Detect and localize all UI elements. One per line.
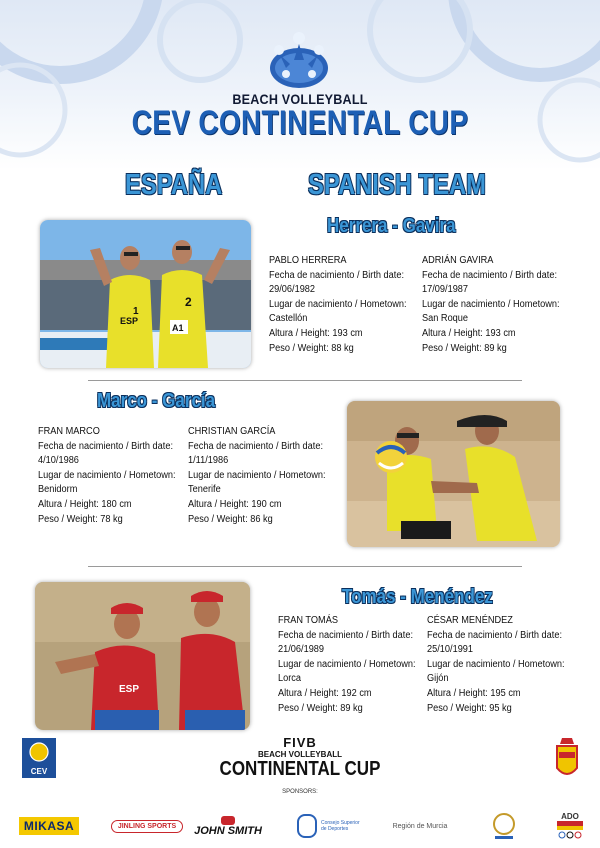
team-photo-tomas-menendez: [35, 582, 250, 730]
weight: Peso / Weight: 95 kg: [427, 702, 512, 714]
hometown: Castellón: [269, 313, 308, 325]
height: Altura / Height: 193 cm: [269, 327, 363, 339]
player-name: ADRIÁN GAVIRA: [422, 255, 494, 266]
sponsor-mikasa: [14, 808, 84, 844]
birth-date: 17/09/1987: [422, 284, 469, 296]
team-photo-image: [40, 220, 251, 368]
weight: Peso / Weight: 86 kg: [188, 513, 273, 525]
jersey-number-1: 1: [133, 306, 139, 317]
lorca-emblem-icon: [489, 810, 519, 842]
player-card-pablo-herrera: [269, 254, 407, 356]
region-murcia-text: Región de Murcia: [392, 822, 448, 830]
mikasa-logo: MIKASA: [19, 817, 79, 835]
birth-date: 29/06/1982: [269, 284, 316, 296]
birth-date: 21/06/1989: [278, 644, 325, 656]
player-card-adrian-gavira: [422, 254, 560, 356]
section-divider: [88, 380, 522, 381]
team-name-tomas-menendez: Tomás - Menéndez: [342, 586, 493, 608]
weight: Peso / Weight: 88 kg: [269, 342, 354, 354]
height: Altura / Height: 180 cm: [38, 498, 132, 510]
spain-federation-crest-icon: [554, 738, 580, 780]
team-photo-image: [35, 582, 250, 730]
sponsor-jinling: [98, 808, 196, 844]
player-name: CÉSAR MENÉNDEZ: [427, 615, 513, 626]
birth-label: Fecha de nacimiento / Birth date:: [188, 440, 324, 452]
weight: Peso / Weight: 78 kg: [38, 513, 123, 525]
team-title: SPANISH TEAM: [308, 169, 486, 201]
birth-date: 25/10/1991: [427, 644, 474, 656]
footer-fivb: FIVB: [283, 735, 317, 750]
hometown: Lorca: [278, 673, 302, 685]
header-title: CEV CONTINENTAL CUP: [131, 104, 469, 142]
player-name: FRAN MARCO: [38, 426, 100, 437]
player-name: PABLO HERRERA: [269, 255, 347, 266]
birth-label: Fecha de nacimiento / Birth date:: [427, 629, 563, 641]
hometown-label: Lugar de nacimiento / Hometown:: [278, 658, 416, 670]
country-title: ESPAÑA: [125, 169, 223, 201]
height: Altura / Height: 192 cm: [278, 687, 372, 699]
player-card-cesar-menendez: [427, 614, 565, 716]
hometown-label: Lugar de nacimiento / Hometown:: [269, 298, 407, 310]
birth-label: Fecha de nacimiento / Birth date:: [38, 440, 174, 452]
height: Altura / Height: 190 cm: [188, 498, 282, 510]
sponsor-a1-text: A1: [172, 323, 184, 333]
jersey-esp-text: ESP: [120, 316, 139, 326]
jersey-esp-text: ESP: [119, 684, 140, 695]
sponsors-label: SPONSORS:: [282, 789, 318, 795]
olympic-rings-icon: [555, 821, 585, 841]
player-card-fran-tomas: [278, 614, 416, 716]
sponsor-lorca: [484, 808, 524, 844]
weight: Peso / Weight: 89 kg: [422, 342, 507, 354]
csd-icon: [297, 814, 317, 838]
csd-text: Consejo Superior de Deportes: [321, 820, 360, 832]
john-smith-icon: [221, 816, 235, 825]
ado-text: ADO: [561, 811, 579, 821]
team-name-herrera-gavira: Herrera - Gavira: [327, 215, 456, 237]
player-name: CHRISTIAN GARCÍA: [188, 426, 276, 437]
sponsor-csd: [294, 808, 364, 844]
birth-label: Fecha de nacimiento / Birth date:: [422, 269, 558, 281]
hometown: Gijón: [427, 673, 449, 685]
footer-subtitle: BEACH VOLLEYBALL: [258, 750, 342, 759]
team-photo-herrera-gavira: [40, 220, 251, 368]
team-photo-marco-garcia: [347, 401, 560, 547]
height: Altura / Height: 193 cm: [422, 327, 516, 339]
player-card-fran-marco: [38, 425, 176, 527]
birth-date: 1/11/1986: [188, 455, 229, 467]
hometown: Tenerife: [188, 484, 221, 496]
player-card-christian-garcia: [188, 425, 326, 527]
hometown: San Roque: [422, 313, 469, 325]
hometown: Benidorm: [38, 484, 78, 496]
sponsor-region-murcia: [380, 808, 460, 844]
hometown-label: Lugar de nacimiento / Hometown:: [188, 469, 326, 481]
hometown-label: Lugar de nacimiento / Hometown:: [38, 469, 176, 481]
footer-title: CONTINENTAL CUP: [219, 758, 381, 780]
header-subtitle: BEACH VOLLEYBALL: [232, 91, 368, 107]
sponsor-ado: [550, 808, 590, 844]
birth-date: 4/10/1986: [38, 455, 79, 467]
team-name-marco-garcia: Marco - García: [97, 390, 216, 412]
team-photo-image: [347, 401, 560, 547]
section-divider: [88, 566, 522, 567]
jersey-number-2: 2: [185, 295, 192, 309]
cup-emblem-icon: [266, 28, 332, 90]
height: Altura / Height: 195 cm: [427, 687, 521, 699]
header-banner: [0, 0, 600, 170]
john-smith-logo: JOHN SMITH: [194, 824, 262, 837]
cev-text: CEV: [30, 767, 48, 776]
hometown-label: Lugar de nacimiento / Hometown:: [422, 298, 560, 310]
weight: Peso / Weight: 89 kg: [278, 702, 363, 714]
sponsor-john-smith: [188, 808, 268, 844]
hometown-label: Lugar de nacimiento / Hometown:: [427, 658, 565, 670]
birth-label: Fecha de nacimiento / Birth date:: [278, 629, 414, 641]
player-name: FRAN TOMÁS: [278, 615, 338, 626]
birth-label: Fecha de nacimiento / Birth date:: [269, 269, 405, 281]
jinling-logo: JINLING SPORTS: [111, 820, 183, 833]
